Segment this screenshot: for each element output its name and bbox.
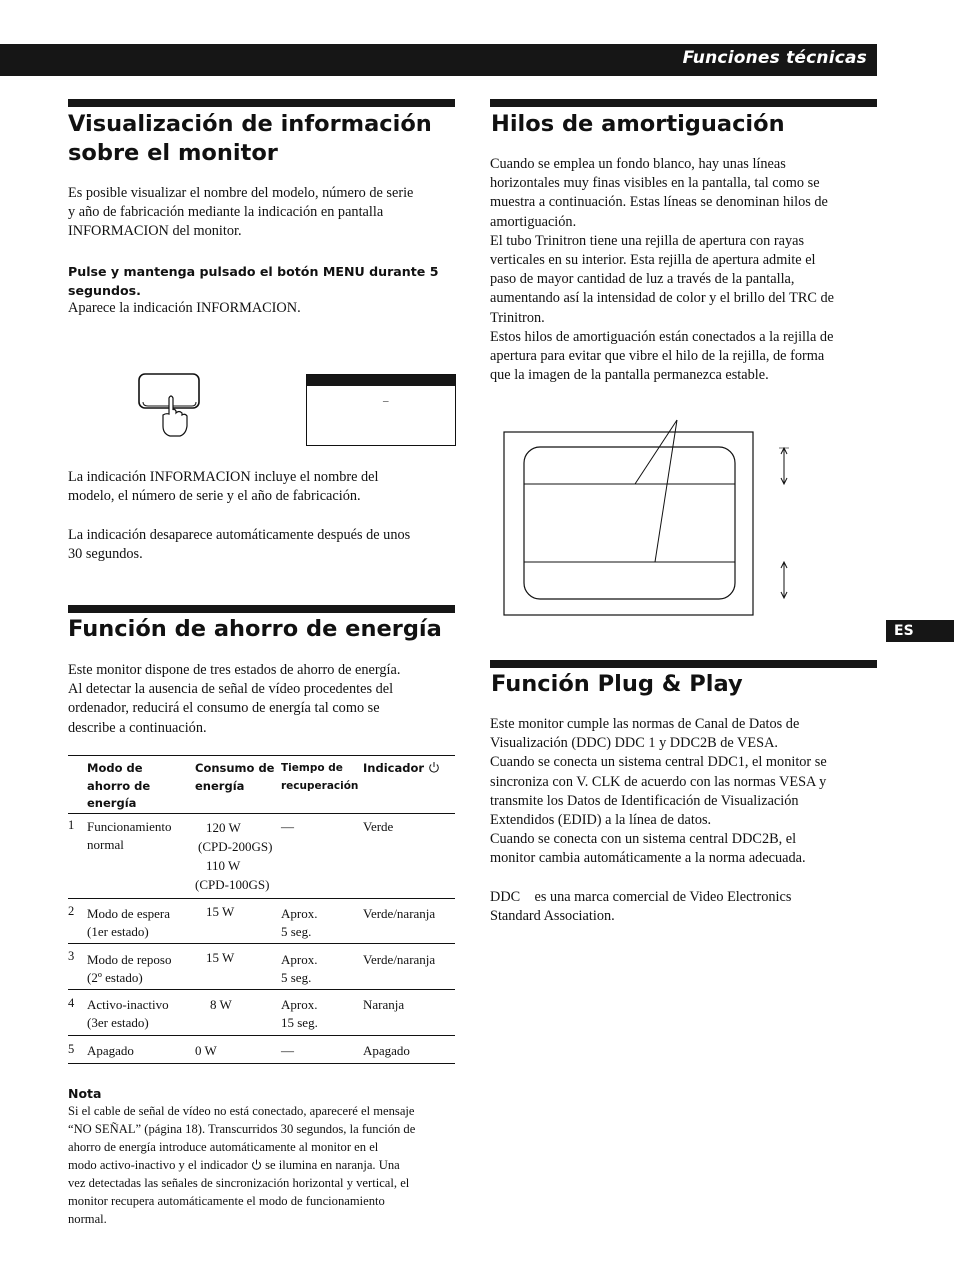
row-indicator: Verde <box>363 819 394 834</box>
header-consumption: Consumo de energía <box>195 761 275 793</box>
information-osd-window <box>306 374 456 446</box>
row-power: 120 W (CPD-200GS) 110 W (CPD-100GS) <box>195 820 273 892</box>
section-rule <box>490 660 877 668</box>
row-recovery: — <box>281 1043 294 1058</box>
osd-cursor: _ <box>383 391 389 403</box>
power-section-title: Función de ahorro de energía <box>68 616 442 642</box>
damper-section-title: Hilos de amortiguación <box>491 111 785 137</box>
row-number: 1 <box>68 818 75 832</box>
power-icon <box>251 1159 262 1170</box>
section-header-bar <box>0 44 877 76</box>
note-text: Si el cable de señal de vídeo no está conectado, apareceré el mensaje “NO SEÑAL” (página 18). Transcurridos 30 segundos, la función de ahorro de energía introduce automáticamente al monitor en el modo activo-inactivo y el indicador se ilumina en naranja. Una vez detectadas las señales de sincronización horizontal y vertical, el monitor recupera automáticamente el modo de funcionamiento normal. <box>68 1104 416 1226</box>
info-result: Aparece la indicación INFORMACION. <box>68 300 301 316</box>
osd-title-bar <box>307 375 455 386</box>
row-power: 8 W <box>210 997 232 1012</box>
table-header-row <box>68 755 455 814</box>
header-indicator: Indicador <box>363 760 440 778</box>
plug-play-section-title: Función Plug & Play <box>491 671 743 697</box>
row-power: 15 W <box>206 950 235 965</box>
row-mode: Modo de espera (1er estado) <box>87 906 171 939</box>
plug-play-body: Este monitor cumple las normas de Canal de Datos de Visualización (DDC) DDC 1 y DDC2B de VESA. Cuando se conecta un sistema central DDC1, el monitor se sincroniza con V. CLK de acuerdo con las normas VESA y transmite los Datos de Identificación de Visualización Extendidos (EDID) a la línea de datos. Cuando se conecta con un sistema central DDC2B, el monitor cambia automáticamente a la norma adecuada. <box>490 716 827 867</box>
row-recovery: Aprox. 5 seg. <box>281 906 318 939</box>
row-indicator: Verde/naranja <box>363 952 436 967</box>
row-recovery: Aprox. 15 seg. <box>281 997 318 1030</box>
row-power: 0 W <box>195 1043 217 1058</box>
info-para-2: La indicación INFORMACION incluye el nombre del modelo, el número de serie y el año de fabricación. <box>68 469 379 505</box>
section-title: Funciones técnicas <box>682 48 867 68</box>
row-number: 3 <box>68 949 75 963</box>
note-title: Nota <box>68 1086 102 1101</box>
header-mode: Modo de ahorro de energía <box>87 761 151 810</box>
row-number: 2 <box>68 904 75 918</box>
row-indicator: Verde/naranja <box>363 906 436 921</box>
info-intro: Es posible visualizar el nombre del modelo, número de serie y año de fabricación mediante la indicación en pantalla INFORMACION del monitor. <box>68 185 414 240</box>
section-rule <box>68 605 455 613</box>
row-mode: Funcionamiento normal <box>87 819 172 852</box>
table-row <box>68 944 455 990</box>
row-recovery: Aprox. 5 seg. <box>281 952 318 985</box>
table-row <box>68 899 455 944</box>
table-row <box>68 814 455 899</box>
row-indicator: Naranja <box>363 997 405 1012</box>
table-row <box>68 990 455 1036</box>
power-intro: Este monitor dispone de tres estados de ahorro de energía. Al detectar la ausencia de señal de vídeo procedentes del ordenador, reducirá el consumo de energía tal como se describe a continuación. <box>68 662 401 736</box>
row-mode: Modo de reposo (2º estado) <box>87 952 172 985</box>
language-tab: ES <box>886 620 954 642</box>
screen-outline <box>524 447 735 599</box>
row-number: 4 <box>68 996 75 1010</box>
row-mode: Apagado <box>87 1043 134 1058</box>
section-rule <box>68 99 455 107</box>
power-saving-table <box>68 755 455 1064</box>
row-number: 5 <box>68 1042 75 1056</box>
info-section-title: Visualización de información sobre el monitor <box>68 111 432 166</box>
power-icon <box>428 761 440 773</box>
table-row <box>68 1036 455 1064</box>
header-recovery: Tiempo de recuperación <box>281 762 359 792</box>
section-rule <box>490 99 877 107</box>
row-indicator: Apagado <box>363 1043 410 1058</box>
row-recovery: — <box>281 819 294 834</box>
trademark-note: DDC es una marca comercial de Video Electronics Standard Association. <box>490 889 792 925</box>
row-power: 15 W <box>206 904 235 919</box>
info-para-3: La indicación desaparece automáticamente después de unos 30 segundos. <box>68 527 411 563</box>
damper-wire-diagram <box>500 414 800 620</box>
info-instruction: Pulse y mantenga pulsado el botón MENU durante 5 segundos. <box>68 264 439 298</box>
row-mode: Activo-inactivo (3er estado) <box>87 997 169 1030</box>
menu-button-illustration <box>136 370 206 442</box>
damper-body: Cuando se emplea un fondo blanco, hay unas líneas horizontales muy finas visibles en la pantalla, tal como se muestra a continuación. Estas líneas se denominan hilos de amortiguación. El tubo Trinitron tiene una rejilla de apertura con rayas verticales en su interior. Esta rejilla de apertura admite el paso de mayor cantidad de luz a través de la pantalla, aumentando así la intensidad de color y el brillo del TRC de Trinitron. Estos hilos de amortiguación están conectados a la rejilla de apertura para evitar que vibre el hilo de la rejilla, de forma que la imagen de la pantalla permanezca estable. <box>490 156 834 384</box>
